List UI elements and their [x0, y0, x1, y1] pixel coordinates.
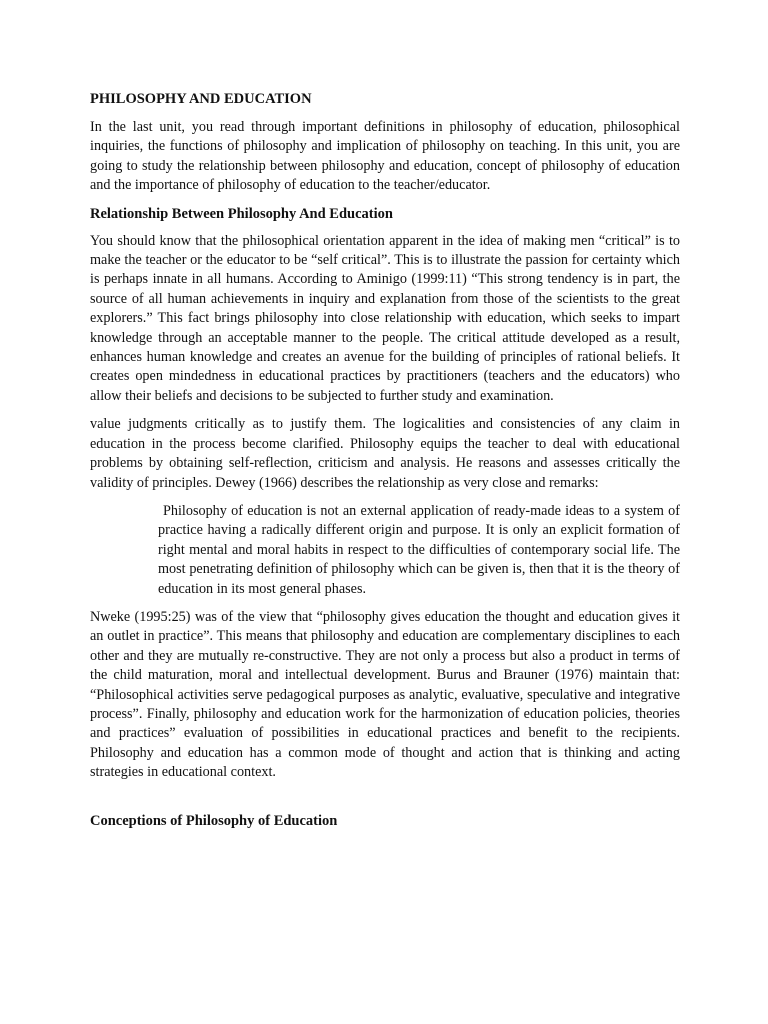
document-page — [90, 90, 680, 839]
section-heading-conceptions: Conceptions of Philosophy of Education — [90, 812, 338, 829]
paragraph-value-judgments: value judgments critically as to justify them. The logicalities and consistencies of any claim in education in the process become clarified. Philosophy equips the teacher to deal with educational problems by obtaining self-reflection, criticism and analysis. He reasons and assesses critically the validity of principles. Dewey (1966) describes the relationship as very close and remarks: — [90, 416, 680, 491]
dewey-block-quote: Philosophy of education is not an external application of ready-made ideas to a system of practice having a radically different origin and purpose. It is only an explicit formation of right mental and moral habits in respect to the difficulties of contemporary social life. The most penetrating definition of philosophy which can be given is, then that it is the theory of education in its most general phases. — [158, 502, 680, 597]
intro-paragraph: In the last unit, you read through important definitions in philosophy of education, philosophical inquiries, the functions of philosophy and implication of philosophy on teaching. In this unit, you are going to study the relationship between philosophy and education, concept of philosophy of education and the importance of philosophy of education to the teacher/educator. — [90, 119, 680, 194]
paragraph-nweke: Nweke (1995:25) was of the view that “philosophy gives education the thought and education gives it an outlet in practice”. This means that philosophy and education are complementary disciplines to each other and they are mutually re-constructive. They are not only a process but also a product in terms of the child maturation, moral and intellectual development. Burus and Brauner (1976) maintain that: “Philosophical activities serve pedagogical purposes as analytic, evaluative, speculative and integrative process”. Finally, philosophy and education work for the harmonization of education policies, theories and practices” evaluation of possibilities in educational practices and benefit to the recipients. Philosophy and education has a common mode of thought and action that is thinking and acting strategies in educational context. — [90, 608, 680, 781]
paragraph-critical-orientation: You should know that the philosophical orientation apparent in the idea of making men “critical” is to make the teacher or the educator to be “self critical”. This is to illustrate the passion for certainty which is perhaps innate in all humans. According to Aminigo (1999:11) “This strong tendency is in part, the source of all human achievements in inquiry and explanation from those of the scientists to the great explorers.” This fact brings philosophy into close relationship with education, which seeks to impart knowledge through an acceptable manner to the people. The critical attitude developed as a result, enhances human knowledge and creates an avenue for the building of principles of rational beliefs. It creates open mindedness in educational practices by practitioners (teachers and the educators) who allow their beliefs and decisions to be subjected to further study and examination. — [90, 232, 680, 404]
section-heading-relationship: Relationship Between Philosophy And Education — [90, 205, 393, 222]
page-title: PHILOSOPHY AND EDUCATION — [90, 91, 312, 107]
section-spacer — [90, 792, 680, 812]
